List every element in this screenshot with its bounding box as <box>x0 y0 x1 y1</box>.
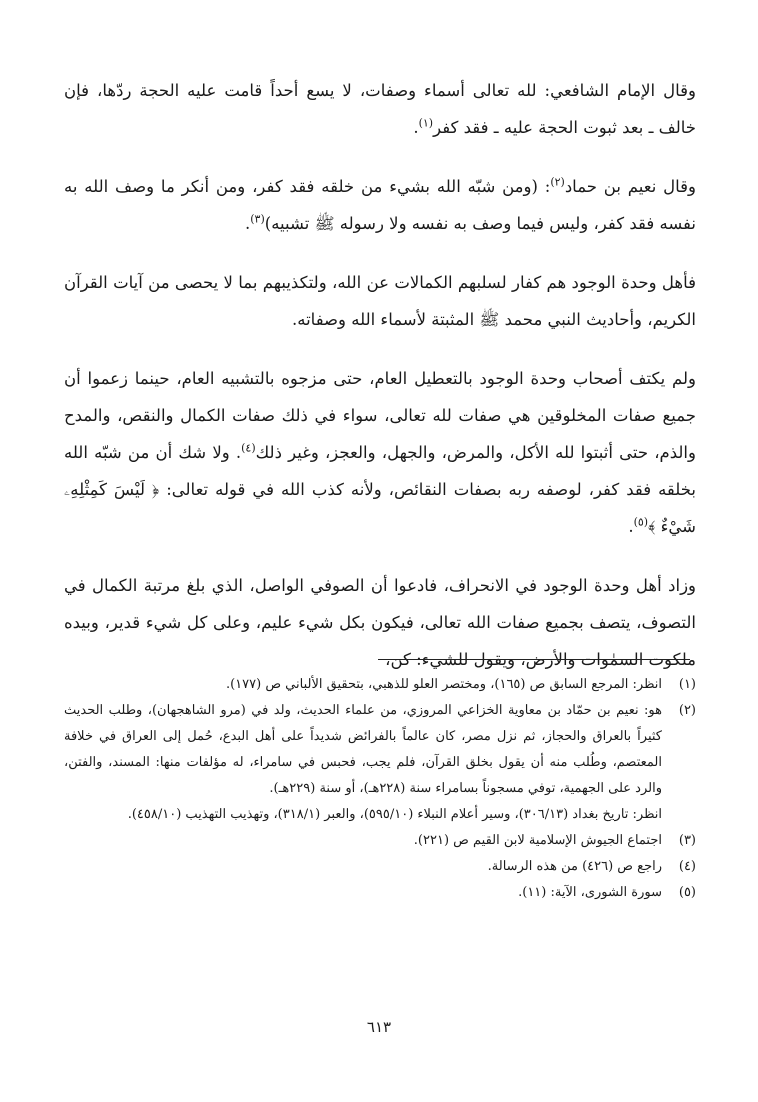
footnote-ref-4[interactable]: (٤) <box>241 441 256 455</box>
footnote-number: (١) <box>678 677 696 692</box>
footnote-ref-2[interactable]: (٢) <box>550 175 565 189</box>
footnote-text: اجتماع الجيوش الإسلامية لابن القيم ص (٢٢١). <box>413 833 662 848</box>
paragraph-nuaim: وقال نعيم بن حماد$^{(٢)}$: (ومن شبّه الله بشيء من خلقه فقد كفر، ومن أنكر ما وصف الله به نفسه فقد كفر، وليس فيما وصف به نفسه ولا رسوله ﷺ تشبيه)$^{(٣)}$. <box>64 175 696 233</box>
footnote-ref-3[interactable]: (٣) <box>250 212 265 226</box>
main-text <box>64 72 696 700</box>
footnote-number: (٥) <box>678 885 696 900</box>
footnote-4 <box>64 854 696 880</box>
footnote-number: (٤) <box>678 859 696 874</box>
footnote-ref-1[interactable]: (١) <box>418 116 434 130</box>
footnote-number: (٢) <box>678 703 696 718</box>
footnote-ref-5[interactable]: (٥) <box>633 515 649 529</box>
page-number: ٦١٣ <box>366 1018 392 1036</box>
footnote-number: (٣) <box>678 833 696 848</box>
footnote-text: انظر: المرجع السابق ص (١٦٥)، ومختصر العلو للذهبي، بتحقيق الألباني ص (١٧٧). <box>225 677 662 692</box>
footnotes <box>64 672 696 906</box>
footnote-text: هو: نعيم بن حمّاد بن معاوية الخزاعي المروزي، من علماء الحديث، ولد في (مرو الشاهجهان)، وطلب الحديث كثيراً بالعراق والحجاز، ثم نزل مصر، كان عالماً بالفرائض شديداً على أهل البدع، حُمل إلى العراق في خلافة المعتصم، وطُلب منه أن يقول بخلق القرآن، فلم يجب، فحبس في سامراء، له مؤلفات منها: المسند، والفتن، والرد على الجهمية، توفي مسجوناً بسامراء سنة (٢٢٨هـ)، أو سنة (٢٢٩هـ). <box>64 703 662 796</box>
footnote-5 <box>64 880 696 906</box>
paragraph-wahdat-kufr: فأهل وحدة الوجود هم كفار لسلبهم الكمالات عن الله، ولتكذيبهم بما لا يحصى من آيات القرآن الكريم، وأحاديث النبي محمد ﷺ المثبتة لأسماء الله وصفاته. <box>64 273 696 329</box>
footnote-2 <box>64 698 696 802</box>
paragraph-shafii: وقال الإمام الشافعي: لله تعالى أسماء وصفات، لا يسع أحداً قامت عليه الحجة ردّها، فإن خالف ـ بعد ثبوت الحجة عليه ـ فقد كفر$^{(١)}$. <box>64 81 696 137</box>
paragraph-tashbih: ولم يكتف أصحاب وحدة الوجود بالتعطيل العام، حتى مزجوه بالتشبيه العام، حينما زعموا أن جميع صفات المخلوقين هي صفات لله تعالى، سواء في ذلك صفات الكمال والنقص، والمدح والذم، حتى أثبتوا لله الأكل، والمرض، والجهل، والعجز، وغير ذلك$^{(٤)}$. ولا شك أن من شبّه الله بخلقه فقد كفر، لوصفه ربه بصفات النقائص، ولأنه كذب الله في قوله تعالى: ﴿ لَيْسَ كَمِثْلِهِۦ شَيْءٌ ﴾$^{(٥)}$. <box>64 369 696 536</box>
footnote-text: سورة الشورى، الآية: (١١). <box>518 885 662 900</box>
footnote-1 <box>64 672 696 698</box>
footnote-2-sources: انظر: تاريخ بغداد (٣٠٦/١٣)، وسير أعلام النبلاء (٥٩٥/١٠)، والعبر (٣١٨/١)، وتهذيب التهذيب (٤٥٨/١٠). <box>127 807 662 822</box>
paragraph-inhiraf: وزاد أهل وحدة الوجود في الانحراف، فادعوا أن الصوفي الواصل، الذي بلغ مرتبة الكمال في التصوف، يتصف بجميع صفات الله تعالى، فيكون بكل شيء عليم، وعلى كل شيء قدير، وبيده ملكوت السمٰوات والأرض، ويقول للشيء: كن، <box>64 576 696 669</box>
footnote-3 <box>64 828 696 854</box>
footnote-divider <box>378 659 690 660</box>
footnote-text: راجع ص (٤٢٦) من هذه الرسالة. <box>487 859 662 874</box>
